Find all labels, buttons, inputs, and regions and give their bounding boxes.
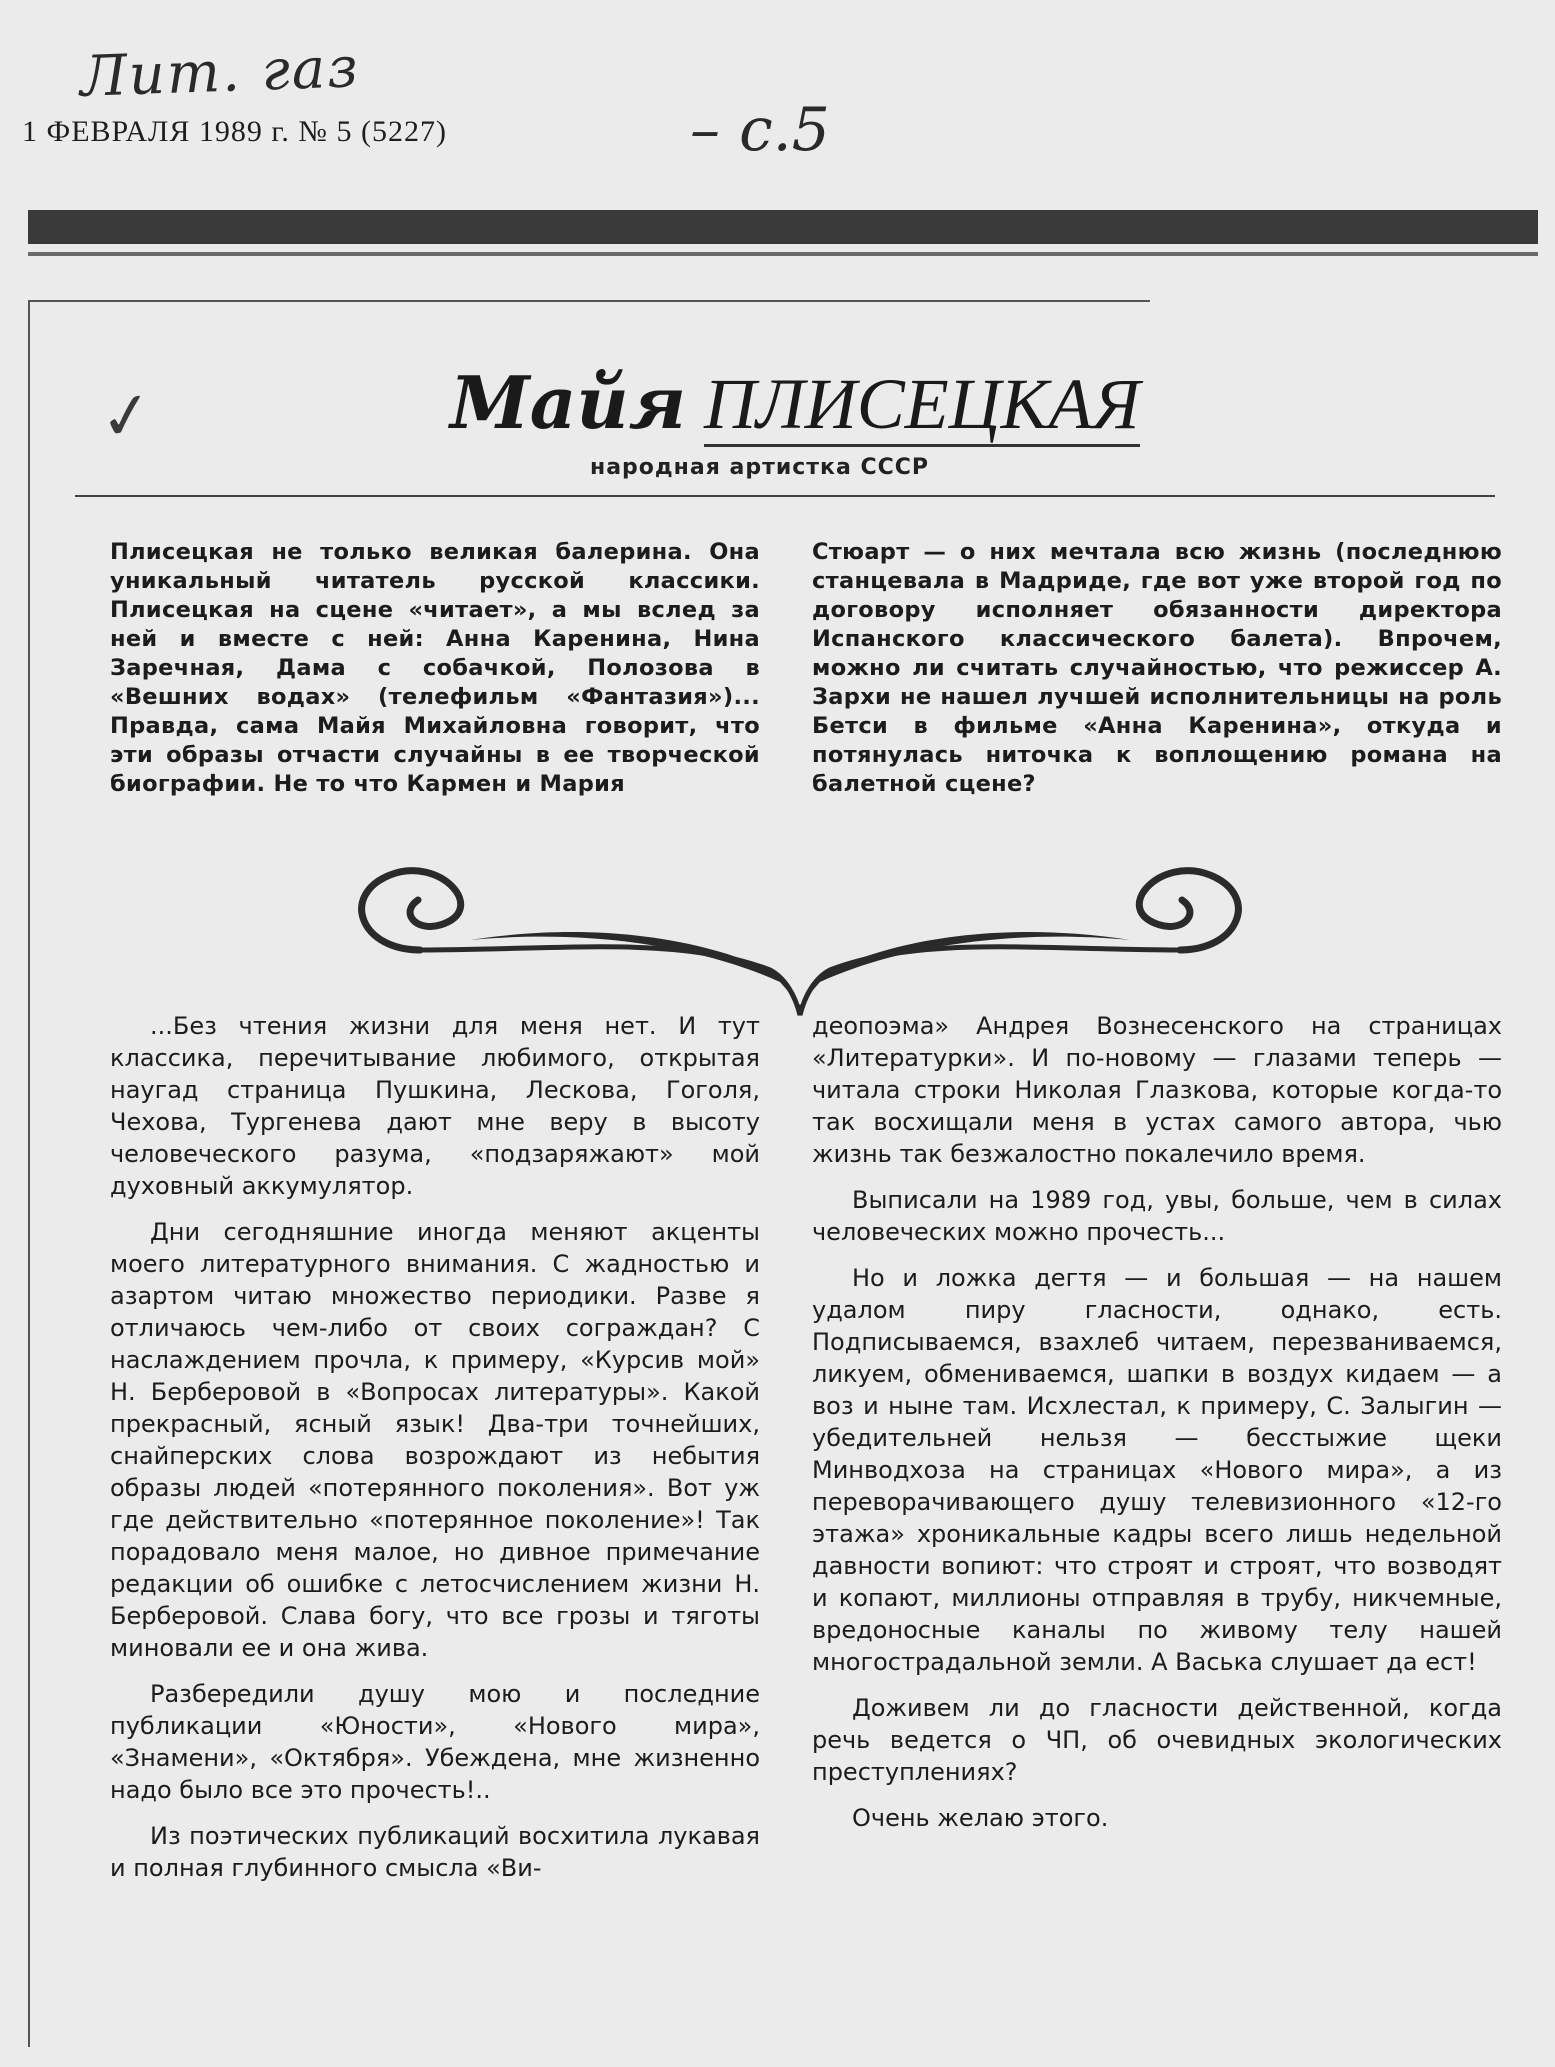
masthead-thick-rule <box>28 210 1538 244</box>
article-title <box>450 360 1140 446</box>
body-right-paragraph-1: деопоэма» Андрея Вознесенского на страницах «Литературки». И по-новому — глазами теперь — читала строки Николая Глазкова, которые когда-то так восхищали меня в устах самого автора, чью жизнь так безжалостно покалечило время. <box>812 1012 1502 1168</box>
body-right-paragraph-2: Выписали на 1989 год, увы, больше, чем в силах человеческих можно прочесть... <box>812 1186 1502 1246</box>
pencil-check-mark: ✓ <box>95 376 159 458</box>
article-subtitle: народная артистка СССР <box>590 455 930 480</box>
masthead-thin-rule <box>28 252 1538 256</box>
body-right-paragraph-3: Но и ложка дегтя — и большая — на нашем удалом пиру гласности, однако, есть. Подписываемся, взахлеб читаем, перезваниваемся, ликуем, обмениваемся, шапки в воздух кидаем — а воз и ныне там. Исхлестал, к примеру, С. Залыгин — убедительней нельзя — бесстыжие щеки Минводхоза на страницах «Нового мира», а из переворачивающего душу телевизионного «12-го этажа» хроникальные кадры всего лишь недельной давности вопиют: что строят и строят, что возводят и копают, миллионы отправляя в трубу, никчемные, вредоносные каналы по живому телу нашей многострадальной земли. А Васька слушает да ест! <box>812 1264 1502 1676</box>
body-column-right <box>812 1010 1502 1848</box>
body-left-paragraph-3: Разбередили душу мою и последние публикации «Юности», «Нового мира», «Знамени», «Октября». Убеждена, мне жизненно надо было все это прочесть!.. <box>110 1680 760 1804</box>
body-left-paragraph-1: ...Без чтения жизни для меня нет. И тут классика, перечитывание любимого, открытая наугад страница Пушкина, Лескова, Гоголя, Чехова, Тургенева дают мне веру в высоту человеческого разума, «подзаряжают» мой духовный аккумулятор. <box>110 1012 760 1200</box>
body-column-left <box>110 1010 760 1898</box>
title-first-name: Майя <box>450 360 687 445</box>
body-right-paragraph-4: Доживем ли до гласности действенной, когда речь ведется о ЧП, об очевидных экологических преступлениях? <box>812 1694 1502 1786</box>
subtitle-rule <box>75 495 1495 497</box>
lead-paragraph-left: Плисецкая не только великая балерина. Она уникальный читатель русской классики. Плисецкая на сцене «читает», а мы вслед за ней и вместе с ней: Анна Каренина, Нина Заречная, Дама с собачкой, Полозова в «Вешних водах» (телефильм «Фантазия»)... Правда, сама Майя Михайловна говорит, что эти образы отчасти случайны в ее творческой биографии. Не то что Кармен и Мария <box>110 539 760 797</box>
decorative-scroll-ornament <box>300 800 1300 1020</box>
body-left-paragraph-2: Дни сегодняшние иногда меняют акценты моего литературного внимания. С жадностью и азартом читаю множество периодики. Разве я отличаюсь чем-либо от своих сограждан? С наслаждением прочла, к примеру, «Курсив мой» Н. Берберовой в «Вопросах литературы». Какой прекрасный, ясный язык! Два-три точнейших, снайперских слова возрождают из небытия образы людей «потерянного поколения». Вот уж где действительно «потерянное поколение»! Так порадовало меня малое, но дивное примечание редакции об ошибке с летосчислением жизни Н. Берберовой. Слава богу, что все грозы и тяготы миновали ее и она жива. <box>110 1218 760 1662</box>
issue-dateline: 1 ФЕВРАЛЯ 1989 г. № 5 (5227) <box>22 115 447 148</box>
handwritten-page-note: – с.5 <box>690 95 830 165</box>
body-left-paragraph-4: Из поэтических публикаций восхитила лукавая и полная глубинного смысла «Ви- <box>110 1822 760 1882</box>
body-right-paragraph-5: Очень желаю этого. <box>852 1804 1109 1832</box>
handwritten-source-note: Лит. газ <box>78 35 361 110</box>
title-last-name: ПЛИСЕЦКАЯ <box>704 364 1140 447</box>
lead-paragraph-right: Стюарт — о них мечтала всю жизнь (последнюю станцевала в Мадриде, где вот уже второй год по договору исполняет обязанности директора Испанского классического балета). Впрочем, можно ли считать случайностью, что режиссер А. Зархи не нашел лучшей исполнительницы на роль Бетси в фильме «Анна Каренина», откуда и потянулась ниточка к воплощению романа на балетной сцене? <box>812 539 1502 797</box>
